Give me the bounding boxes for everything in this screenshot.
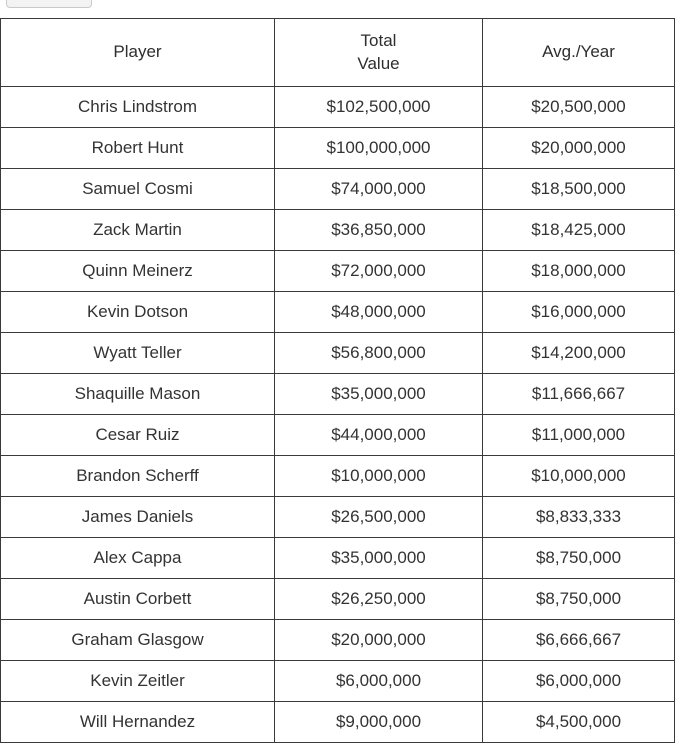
cell-player[interactable]: Brandon Scherff [1,456,275,497]
cell-avg-year: $11,000,000 [483,415,675,456]
cell-player[interactable]: Quinn Meinerz [1,251,275,292]
column-header-avg-year-label: Avg./Year [542,42,615,62]
cell-total-value: $26,500,000 [275,497,483,538]
cell-avg-year: $16,000,000 [483,292,675,333]
cell-total-value: $102,500,000 [275,87,483,128]
cell-player[interactable]: Chris Lindstrom [1,87,275,128]
cell-player[interactable]: Graham Glasgow [1,620,275,661]
table-row [1,333,675,374]
cell-player[interactable]: Alex Cappa [1,538,275,579]
table-row [1,620,675,661]
column-header-player-label: Player [113,42,162,62]
cell-avg-year: $6,666,667 [483,620,675,661]
cell-player[interactable]: Kevin Dotson [1,292,275,333]
cell-avg-year: $8,750,000 [483,579,675,620]
cell-total-value: $72,000,000 [275,251,483,292]
cell-player[interactable]: James Daniels [1,497,275,538]
cell-total-value: $74,000,000 [275,169,483,210]
cell-player[interactable]: Kevin Zeitler [1,661,275,702]
cell-avg-year: $18,425,000 [483,210,675,251]
cell-total-value: $10,000,000 [275,456,483,497]
table-row [1,251,675,292]
column-header-total-value-line1: Total [360,30,397,50]
cell-total-value: $36,850,000 [275,210,483,251]
cell-total-value: $9,000,000 [275,702,483,743]
cell-player[interactable]: Samuel Cosmi [1,169,275,210]
table-row [1,374,675,415]
cell-avg-year: $11,666,667 [483,374,675,415]
column-header-player [1,19,275,87]
table-row [1,292,675,333]
cell-total-value: $48,000,000 [275,292,483,333]
table-row [1,579,675,620]
cell-avg-year: $14,200,000 [483,333,675,374]
table-row [1,456,675,497]
cell-avg-year: $6,000,000 [483,661,675,702]
cell-avg-year: $20,500,000 [483,87,675,128]
top-partial-chip[interactable] [6,0,92,8]
table-row [1,702,675,743]
table-row [1,415,675,456]
cell-avg-year: $10,000,000 [483,456,675,497]
cell-avg-year: $4,500,000 [483,702,675,743]
table-body [1,87,675,743]
column-header-avg-year [483,19,675,87]
cell-avg-year: $8,833,333 [483,497,675,538]
cell-avg-year: $18,000,000 [483,251,675,292]
table-row [1,538,675,579]
cell-total-value: $26,250,000 [275,579,483,620]
cell-total-value: $20,000,000 [275,620,483,661]
table-row [1,169,675,210]
table-header [1,19,675,87]
cell-total-value: $35,000,000 [275,374,483,415]
cell-player[interactable]: Austin Corbett [1,579,275,620]
column-header-total-value-line2: Value [357,53,400,73]
contracts-table-container [0,18,696,743]
cell-avg-year: $8,750,000 [483,538,675,579]
cell-player[interactable]: Cesar Ruiz [1,415,275,456]
cell-total-value: $100,000,000 [275,128,483,169]
cell-player[interactable]: Shaquille Mason [1,374,275,415]
table-row [1,661,675,702]
contracts-table [0,18,675,743]
cell-avg-year: $20,000,000 [483,128,675,169]
table-row [1,87,675,128]
cell-total-value: $35,000,000 [275,538,483,579]
cell-player[interactable]: Will Hernandez [1,702,275,743]
cell-total-value: $6,000,000 [275,661,483,702]
table-header-row [1,19,675,87]
cell-player[interactable]: Robert Hunt [1,128,275,169]
column-header-total-value [275,19,483,87]
cell-total-value: $56,800,000 [275,333,483,374]
table-row [1,210,675,251]
cell-avg-year: $18,500,000 [483,169,675,210]
cell-total-value: $44,000,000 [275,415,483,456]
table-row [1,128,675,169]
table-row [1,497,675,538]
cell-player[interactable]: Wyatt Teller [1,333,275,374]
cell-player[interactable]: Zack Martin [1,210,275,251]
